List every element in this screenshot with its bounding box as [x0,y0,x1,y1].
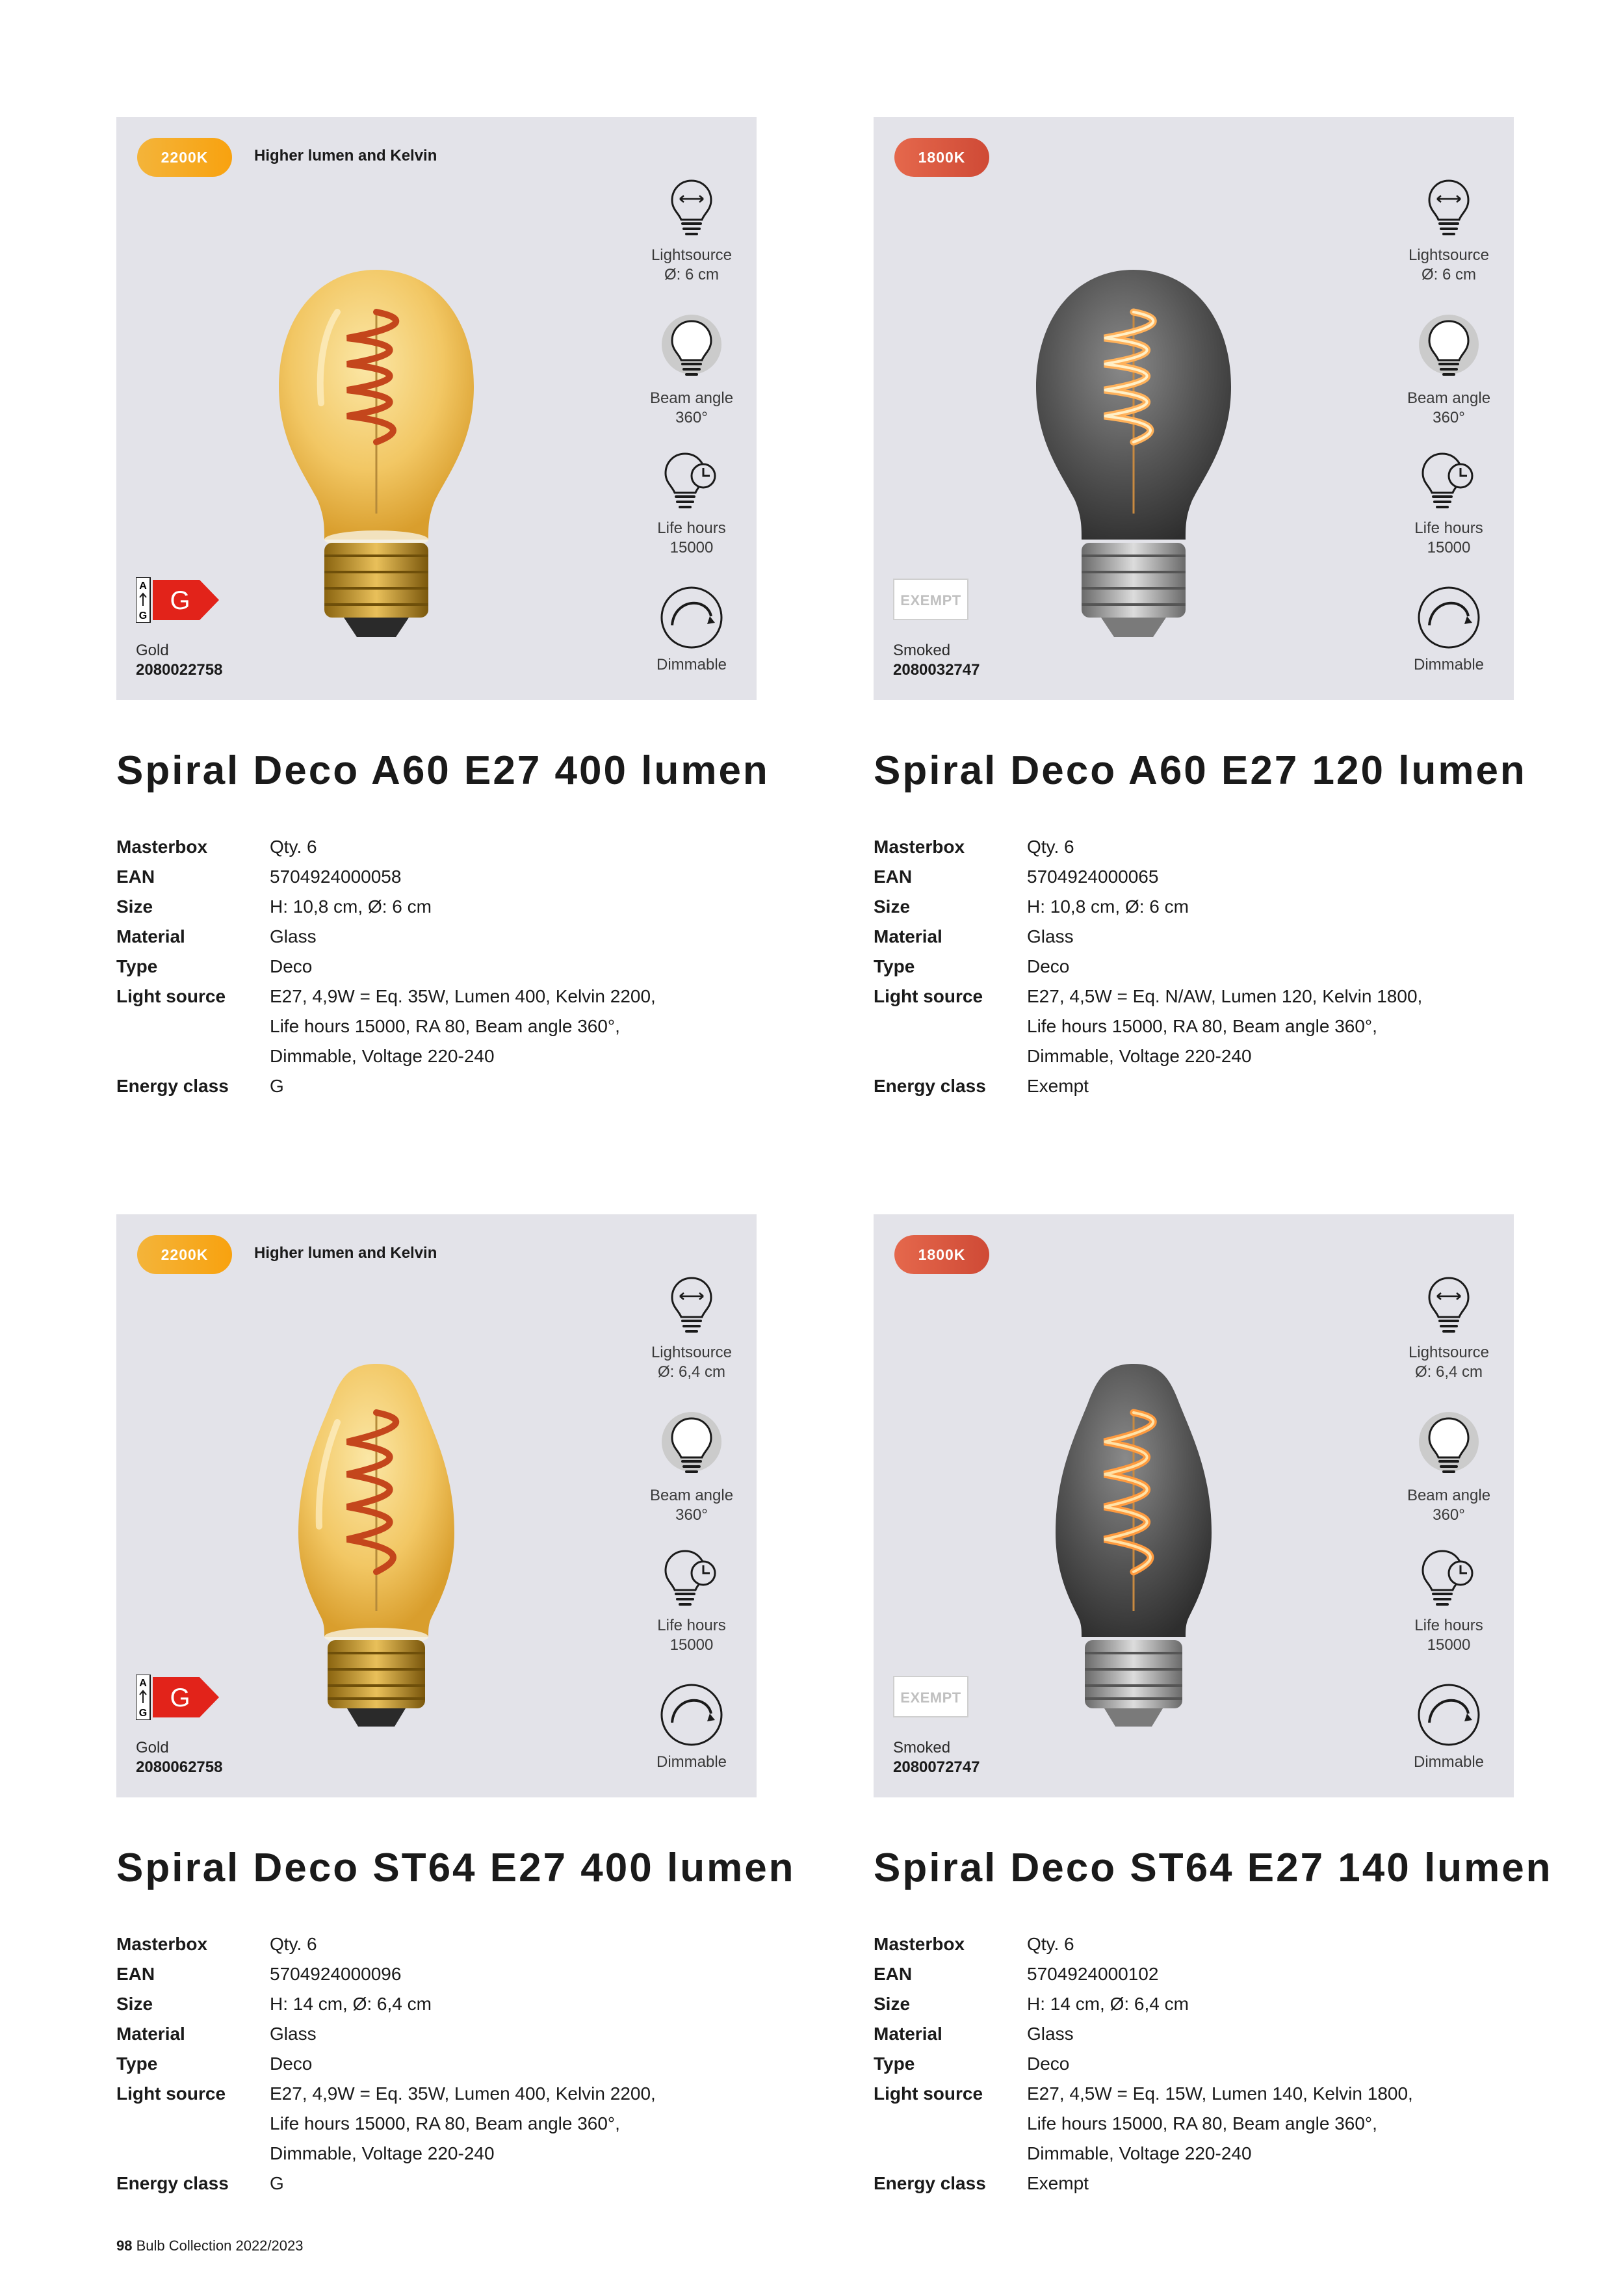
feature-dimmable: Dimmable [1394,585,1504,675]
spec-label: Masterbox [874,837,965,857]
spec-row [874,2049,1413,2079]
product-title: Spiral Deco ST64 E27 400 lumen [116,1846,796,1890]
spec-label: EAN [116,1964,155,1984]
bulb-image [997,215,1270,728]
svg-text:A: A [139,581,147,592]
spec-row [874,1929,1413,1959]
spec-label [874,2139,1027,2169]
spec-label: Energy class [874,1076,986,1096]
kelvin-badge: 2200K [137,138,232,177]
feature-dimmable: Dimmable [636,585,747,675]
spec-table [116,832,656,1101]
spec-value: Glass [1027,2024,1074,2044]
product-spiral-deco-st64-400 [116,1214,796,2193]
product-title: Spiral Deco A60 E27 120 lumen [874,748,1527,793]
spec-value: E27, 4,9W = Eq. 35W, Lumen 400, Kelvin 2200, [270,2083,656,2104]
spec-row [874,922,1422,952]
spec-value: Glass [270,926,317,946]
spec-row [116,1041,656,1071]
spec-value: Exempt [1027,1076,1089,1096]
spec-label: Material [874,2024,942,2044]
spec-label: Material [116,926,185,946]
spec-value: Deco [1027,2054,1070,2074]
spec-label: Energy class [116,1076,229,1096]
life-hours-icon [659,1546,724,1611]
feature-beam-angle: Beam angle 360° [1394,312,1504,428]
spec-label: Size [874,1994,911,2014]
product-spiral-deco-a60-120 [874,117,1527,1096]
energy-exempt-label: EXEMPT [893,579,968,620]
product-card [116,117,757,700]
feature-beam-angle: Beam angle 360° [636,312,747,428]
spec-label: Type [116,956,158,976]
spec-row [874,862,1422,892]
spec-label: Masterbox [116,1934,208,1954]
product-card [874,117,1514,700]
spec-value: H: 14 cm, Ø: 6,4 cm [270,1994,432,2014]
feature-life-hours: Life hours 15000 [636,449,747,558]
product-spiral-deco-a60-400 [116,117,770,1096]
spec-row [116,1959,656,1989]
kelvin-badge: 1800K [894,1235,989,1274]
spec-label: Masterbox [874,1934,965,1954]
spec-row [116,922,656,952]
spec-row [116,1071,656,1101]
spec-label [874,1041,1027,1071]
spec-value: H: 10,8 cm, Ø: 6 cm [1027,896,1189,917]
spec-row [116,862,656,892]
spec-row [116,2019,656,2049]
lightsource-diameter-icon [666,176,718,241]
spec-row [116,952,656,982]
spec-value: Dimmable, Voltage 220-240 [270,1046,495,1066]
finish-and-item-number: Smoked 2080032747 [893,642,980,679]
spec-row [116,892,656,922]
spec-row [116,2049,656,2079]
bulb-image [997,1312,1270,1825]
spec-label: EAN [874,1964,913,1984]
spec-value: Dimmable, Voltage 220-240 [270,2143,495,2163]
spec-label: Size [116,896,153,917]
spec-table [874,832,1422,1101]
product-card [874,1214,1514,1797]
kelvin-badge: 1800K [894,138,989,177]
spec-row [874,2079,1413,2109]
spec-label: Light source [116,2083,226,2104]
spec-row [116,982,656,1011]
spec-row [116,2109,656,2139]
spec-label: EAN [116,867,155,887]
page-number: 98 [116,2237,133,2254]
spec-value: Qty. 6 [270,837,317,857]
spec-label [874,2109,1027,2139]
energy-label-icon [136,577,220,623]
feature-lightsource: Lightsource Ø: 6 cm [636,176,747,285]
spec-row [874,1071,1422,1101]
feature-lightsource: Lightsource Ø: 6,4 cm [636,1273,747,1382]
lightsource-diameter-icon [1423,176,1475,241]
spec-row [874,1989,1413,2019]
spec-label: Type [874,956,915,976]
spec-value: Dimmable, Voltage 220-240 [1027,1046,1252,1066]
bulb-image [240,1312,513,1825]
spec-value: Qty. 6 [1027,837,1074,857]
tagline: Higher lumen and Kelvin [254,1244,437,1262]
beam-angle-icon [1416,1409,1481,1481]
tagline: Higher lumen and Kelvin [254,147,437,164]
spec-label: Material [116,2024,185,2044]
kelvin-badge: 2200K [137,1235,232,1274]
spec-label: Type [116,2054,158,2074]
spec-value: Dimmable, Voltage 220-240 [1027,2143,1252,2163]
spec-label [874,1011,1027,1041]
finish-and-item-number: Gold 2080062758 [136,1739,223,1776]
spec-value: Qty. 6 [1027,1934,1074,1954]
spec-label: Size [116,1994,153,2014]
feature-dimmable: Dimmable [1394,1682,1504,1772]
product-spiral-deco-st64-140 [874,1214,1553,2193]
spec-label: Masterbox [116,837,208,857]
spec-value: E27, 4,5W = Eq. N/AW, Lumen 120, Kelvin 1800, [1027,986,1423,1006]
spec-value: 5704924000096 [270,1964,402,1984]
spec-label: EAN [874,867,913,887]
dimmable-icon [1416,585,1481,650]
svg-text:G: G [138,1708,148,1719]
lightsource-diameter-icon [666,1273,718,1338]
item-number: 2080062758 [136,1758,223,1776]
feature-life-hours: Life hours 15000 [1394,1546,1504,1655]
spec-label [116,2109,270,2139]
bulb-image [240,215,513,728]
beam-angle-icon [659,312,724,384]
spec-row [116,1929,656,1959]
svg-text:G: G [138,610,148,621]
lightsource-diameter-icon [1423,1273,1475,1338]
spec-value: H: 14 cm, Ø: 6,4 cm [1027,1994,1189,2014]
item-number: 2080072747 [893,1758,980,1776]
feature-beam-angle: Beam angle 360° [636,1409,747,1525]
spec-value: Deco [270,956,313,976]
spec-label: Size [874,896,911,917]
spec-row [116,1011,656,1041]
svg-text:A: A [139,1678,147,1689]
spec-value: 5704924000102 [1027,1964,1159,1984]
life-hours-icon [659,449,724,514]
feature-lightsource: Lightsource Ø: 6 cm [1394,176,1504,285]
spec-row [874,2139,1413,2169]
product-title: Spiral Deco A60 E27 400 lumen [116,748,770,793]
spec-label: Light source [874,2083,983,2104]
finish-and-item-number: Smoked 2080072747 [893,1739,980,1776]
spec-table [874,1929,1413,2198]
spec-row [874,1011,1422,1041]
spec-row [874,892,1422,922]
spec-row [116,2169,656,2198]
spec-row [874,2019,1413,2049]
spec-label: Type [874,2054,915,2074]
spec-value: Life hours 15000, RA 80, Beam angle 360°, [270,2113,620,2133]
spec-value: Deco [270,2054,313,2074]
spec-row [874,952,1422,982]
spec-value: Life hours 15000, RA 80, Beam angle 360°, [1027,2113,1377,2133]
spec-value: G [270,1076,284,1096]
feature-life-hours: Life hours 15000 [1394,449,1504,558]
spec-row [116,832,656,862]
item-number: 2080022758 [136,661,223,679]
dimmable-icon [659,1682,724,1747]
finish-and-item-number: Gold 2080022758 [136,642,223,679]
spec-row [116,2079,656,2109]
spec-row [874,1959,1413,1989]
spec-value: Deco [1027,956,1070,976]
spec-value: E27, 4,5W = Eq. 15W, Lumen 140, Kelvin 1800, [1027,2083,1413,2104]
spec-label: Energy class [116,2173,229,2193]
spec-value: 5704924000065 [1027,867,1159,887]
spec-value: Life hours 15000, RA 80, Beam angle 360°, [1027,1016,1377,1036]
spec-row [874,1041,1422,1071]
feature-beam-angle: Beam angle 360° [1394,1409,1504,1525]
spec-label: Light source [874,986,983,1006]
spec-value: G [270,2173,284,2193]
spec-value: Qty. 6 [270,1934,317,1954]
energy-class-letter: G [170,1684,190,1712]
feature-life-hours: Life hours 15000 [636,1546,747,1655]
spec-row [874,832,1422,862]
spec-label [116,1041,270,1071]
spec-label: Material [874,926,942,946]
spec-value: 5704924000058 [270,867,402,887]
spec-row [874,982,1422,1011]
spec-label [116,1011,270,1041]
spec-table [116,1929,656,2198]
item-number: 2080032747 [893,661,980,679]
spec-value: Glass [270,2024,317,2044]
spec-row [116,1989,656,2019]
energy-exempt-label: EXEMPT [893,1676,968,1717]
spec-value: Exempt [1027,2173,1089,2193]
spec-value: Life hours 15000, RA 80, Beam angle 360°, [270,1016,620,1036]
spec-value: E27, 4,9W = Eq. 35W, Lumen 400, Kelvin 2200, [270,986,656,1006]
feature-dimmable: Dimmable [636,1682,747,1772]
spec-row [874,2169,1413,2198]
spec-row [116,2139,656,2169]
spec-row [874,2109,1413,2139]
spec-value: H: 10,8 cm, Ø: 6 cm [270,896,432,917]
spec-label: Light source [116,986,226,1006]
footer-text: Bulb Collection 2022/2023 [136,2237,304,2254]
dimmable-icon [659,585,724,650]
life-hours-icon [1416,449,1481,514]
beam-angle-icon [1416,312,1481,384]
page-footer [116,2237,303,2254]
spec-label: Energy class [874,2173,986,2193]
product-card [116,1214,757,1797]
spec-label [116,2139,270,2169]
energy-label-icon [136,1675,220,1720]
beam-angle-icon [659,1409,724,1481]
life-hours-icon [1416,1546,1481,1611]
feature-lightsource: Lightsource Ø: 6,4 cm [1394,1273,1504,1382]
spec-value: Glass [1027,926,1074,946]
energy-class-letter: G [170,586,190,615]
dimmable-icon [1416,1682,1481,1747]
product-title: Spiral Deco ST64 E27 140 lumen [874,1846,1553,1890]
